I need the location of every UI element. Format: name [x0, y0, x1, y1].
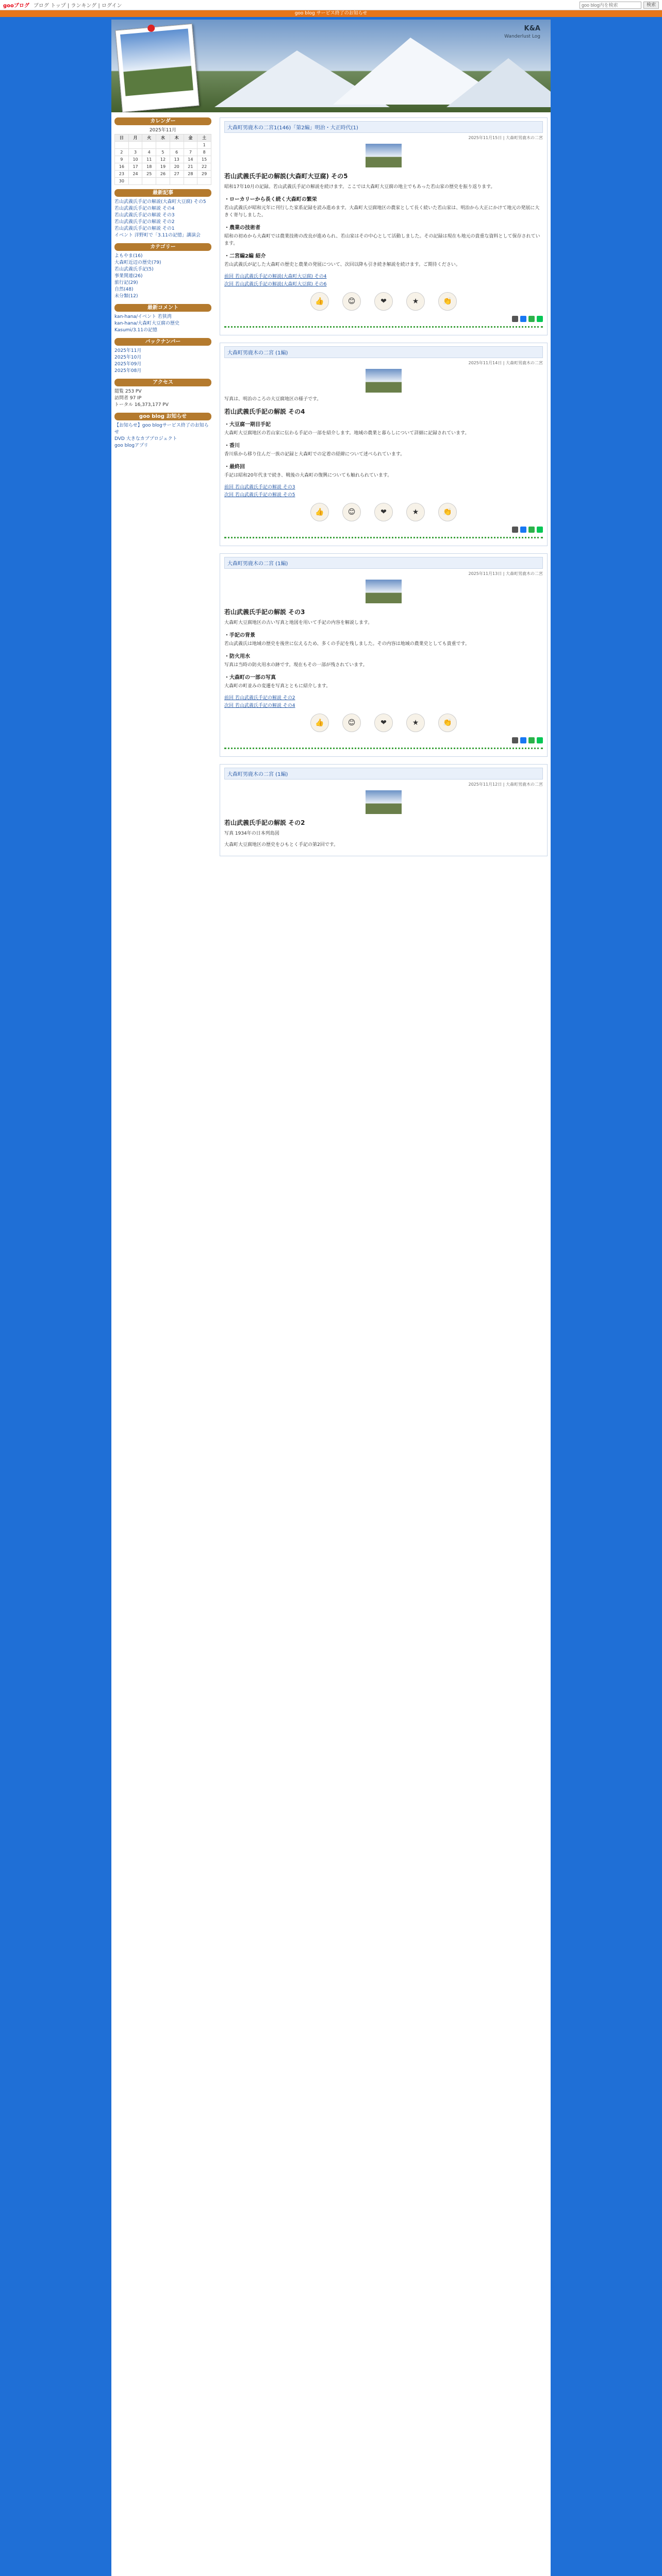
post-paragraph: 若山武義氏が記した大森町の歴史と農業の発展について、次回以降も引き続き解説を続けます。ご期待ください。 [224, 262, 460, 267]
post-thumbnail[interactable] [366, 144, 402, 167]
post-intro: 昭和17年10月の記録。若山武義氏手記の解説を続けます。ここでは大森町大豆腐の地主でもあった若山家の歴史を振り返ります。 [224, 184, 495, 190]
recent-title: 最新記事 [114, 189, 211, 197]
post-meta: 2025年11月14日 | 大森町男鹿木の二宮 [468, 361, 543, 365]
blog-post [220, 343, 548, 546]
calendar-day[interactable]: 19 [156, 163, 170, 171]
calendar-day[interactable]: 5 [156, 149, 170, 156]
reaction-bar [224, 503, 543, 521]
post-paragraph: 写真は当時の防火用水の跡です。現在もその一部が残されています。 [224, 663, 368, 668]
clap-icon[interactable]: 👏 [438, 292, 457, 311]
mountain-shape [446, 58, 551, 107]
comments-title: 最新コメント [114, 304, 211, 312]
calendar-day[interactable]: 30 [115, 178, 129, 185]
next-post-link[interactable]: 次回 若山武義氏手記の解説(大森町大豆腐) その6 [224, 282, 327, 287]
links-title: goo blog お知らせ [114, 413, 211, 420]
post-thumbnail[interactable] [366, 369, 402, 393]
reaction-bar [224, 292, 543, 311]
calendar-day[interactable]: 23 [115, 171, 129, 178]
main-content [220, 117, 548, 863]
header-photo-image [120, 29, 193, 96]
access-title: アクセス [114, 379, 211, 386]
calendar-day[interactable]: 3 [128, 149, 142, 156]
calendar-day [184, 178, 197, 185]
post-paragraph: 香川県から移り住んだ一族の記録と大森町での定着の経緯について述べられています。 [224, 452, 405, 457]
divider [224, 537, 543, 538]
calendar-day[interactable]: 10 [128, 156, 142, 163]
calendar-title: カレンダー [114, 117, 211, 125]
calendar-day[interactable]: 18 [142, 163, 156, 171]
post-paragraph: 大森町大豆腐地区の若山家に伝わる手記の一部を紹介します。地域の農業と暮らしについて詳細に記録されています。 [224, 431, 470, 436]
blog-title[interactable]: K&A [524, 25, 540, 32]
recent-post-link[interactable]: イベント 洋野町で「3.11の記憶」講演会 [114, 233, 201, 238]
star-icon[interactable]: ★ [406, 714, 425, 732]
reaction-bar [224, 714, 543, 732]
calendar-day[interactable]: 6 [170, 149, 184, 156]
post-category[interactable]: 大森町男鹿木の二宮 (1編) [224, 557, 543, 569]
post-category[interactable]: 大森町男鹿木の二宮1(146)「第2編」明治・大正時代(1) [224, 121, 543, 133]
total-value: 16,373,177 PV [134, 402, 169, 408]
category-link[interactable]: 自然(48) [114, 287, 134, 292]
hatena-share-icon[interactable] [528, 527, 535, 533]
clap-icon[interactable]: 👏 [438, 714, 457, 732]
calendar-day [142, 142, 156, 149]
post-paragraph: 昭和の初めから大森町では農業技術の改良が進められ、若山家はその中心として活動しました。その記録は現在も地元の貴重な資料として保存されています。 [224, 234, 540, 246]
smile-icon[interactable]: 😊 [342, 503, 361, 521]
calendar-day[interactable]: 11 [142, 156, 156, 163]
post-title[interactable]: 若山武義氏手記の解説 その2 [224, 819, 305, 826]
calendar-day [115, 142, 129, 149]
smile-icon[interactable]: 😊 [342, 292, 361, 311]
post-subheading: ・大森町の一部の写真 [224, 675, 276, 681]
post-intro: 大森町大豆腐地区の古い写真と地図を用いて手記の内容を解説します。 [224, 620, 373, 625]
recent-post-link[interactable]: 若山武義氏手記の解説 その1 [114, 226, 175, 231]
archive-link[interactable]: 2025年11月 [114, 348, 142, 353]
calendar-day[interactable]: 21 [184, 163, 197, 171]
recent-post-link[interactable]: 若山武義氏手記の解説(大森町大豆腐) その5 [114, 199, 206, 205]
calendar-day[interactable]: 2 [115, 149, 129, 156]
next-post-link[interactable]: 次回 若山武義氏手記の解説 その4 [224, 703, 295, 708]
links-box [114, 413, 211, 449]
smile-icon[interactable]: 😊 [342, 714, 361, 732]
calendar-day [184, 142, 197, 149]
recent-post-link[interactable]: 若山武義氏手記の解説 その2 [114, 219, 175, 225]
share-buttons [224, 737, 543, 743]
post-paragraph: 若山武義氏は地域の歴史を後世に伝えるため、多くの手記を残しました。その内容は地域の農業史としても貴重です。 [224, 641, 470, 647]
calendar-table [114, 134, 211, 185]
post-subheading: ・手記の背景 [224, 633, 255, 638]
heart-icon[interactable]: ❤ [374, 292, 393, 311]
access-row [114, 395, 211, 402]
divider [224, 326, 543, 328]
post-paragraph: 若山武義氏が昭和元年に刊行した家系記録を読み進めます。大森町大豆腐地区の農家として長く続いた若山家は、明治から大正にかけて地元の発展に大きく寄与しました。 [224, 206, 540, 218]
calendar-day [142, 178, 156, 185]
access-box [114, 379, 211, 409]
blog-post [220, 117, 548, 335]
archive-link[interactable]: 2025年10月 [114, 355, 142, 360]
access-row [114, 402, 211, 409]
calendar-day [170, 178, 184, 185]
calendar-box [114, 117, 211, 185]
x-share-icon[interactable] [512, 527, 518, 533]
visitors-value: 97 IP [129, 396, 142, 401]
post-subheading: ・大豆腐一期目手記 [224, 422, 271, 428]
archive-link[interactable]: 2025年08月 [114, 368, 142, 374]
calendar-day[interactable]: 26 [156, 171, 170, 178]
post-title[interactable]: 若山武義氏手記の解説 その3 [224, 608, 305, 616]
share-buttons [224, 316, 543, 322]
calendar-day[interactable]: 14 [184, 156, 197, 163]
calendar-day[interactable]: 15 [197, 156, 211, 163]
post-paragraph: 大森町大豆腐地区の歴史をひもとく手記の第2回です。 [224, 842, 339, 848]
post-title[interactable]: 若山武義氏手記の解説(大森町大豆腐) その5 [224, 173, 348, 180]
search-input[interactable] [580, 2, 641, 9]
blog-post [220, 553, 548, 757]
facebook-share-icon[interactable] [520, 527, 526, 533]
post-paragraph: 大森町の町並みの変遷を写真とともに紹介します。 [224, 684, 331, 689]
pv-label: 閲覧 [114, 389, 124, 394]
hatena-share-icon[interactable] [528, 737, 535, 743]
comment-link[interactable]: Kasumi/3.11の記憶 [114, 328, 157, 333]
comment-link[interactable]: kan-hana/イベント 若狭湾 [114, 314, 172, 319]
goo-logo[interactable]: gooブログ [3, 3, 29, 9]
post-subheading: ・ローカリーから長く続く大森町の繁栄 [224, 197, 317, 202]
total-label: トータル [114, 402, 134, 408]
comments-box [114, 304, 211, 334]
like-icon[interactable]: 👍 [310, 714, 329, 732]
post-thumbnail[interactable] [366, 790, 402, 814]
post-thumbnail[interactable] [366, 580, 402, 603]
pv-value: 253 PV [125, 389, 142, 394]
sidebar [111, 117, 214, 453]
calendar-day[interactable]: 17 [128, 163, 142, 171]
calendar-head: 土 [197, 134, 211, 142]
goo-link[interactable]: DVD 大きなカブプロジェクト [114, 436, 177, 442]
prev-post-link[interactable]: 前回 若山武義氏手記の解説 その2 [224, 696, 295, 701]
heart-icon[interactable]: ❤ [374, 714, 393, 732]
post-subheading: ・防火用水 [224, 654, 250, 659]
post-intro: 写真 1934年の日本列島図 [224, 831, 279, 836]
categories-box [114, 243, 211, 300]
post-subheading: ・二宮編2編 紹介 [224, 253, 266, 259]
like-icon[interactable]: 👍 [310, 503, 329, 521]
calendar-day[interactable]: 27 [170, 171, 184, 178]
category-link[interactable]: 事業関連(26) [114, 274, 143, 279]
heart-icon[interactable]: ❤ [374, 503, 393, 521]
divider [224, 748, 543, 749]
goo-link[interactable]: goo blogアプリ [114, 443, 148, 448]
visitors-label: 訪問者 [114, 396, 129, 401]
page-wrapper [111, 20, 551, 2576]
calendar-day[interactable]: 20 [170, 163, 184, 171]
line-share-icon[interactable] [537, 316, 543, 322]
top-links[interactable]: ブログ トップ | ランキング | ログイン [33, 3, 122, 9]
calendar-day[interactable]: 13 [170, 156, 184, 163]
calendar-day [128, 142, 142, 149]
top-bar [0, 0, 662, 10]
calendar-head: 金 [184, 134, 197, 142]
x-share-icon[interactable] [512, 737, 518, 743]
goo-link[interactable]: 【お知らせ】goo blogサービス終了のお知らせ [114, 423, 209, 435]
calendar-day [197, 178, 211, 185]
line-share-icon[interactable] [537, 527, 543, 533]
blog-subtitle: Wanderlust Log [504, 34, 540, 39]
prev-post-link[interactable]: 前回 若山武義氏手記の解説(大森町大豆腐) その4 [224, 274, 327, 279]
category-link[interactable]: 未分類(12) [114, 294, 138, 299]
category-link[interactable]: よもやま(16) [114, 253, 143, 259]
search-button[interactable]: 検索 [643, 2, 659, 9]
calendar-head: 水 [156, 134, 170, 142]
calendar-day[interactable]: 16 [115, 163, 129, 171]
calendar-day [156, 178, 170, 185]
categories-title: カテゴリー [114, 243, 211, 251]
search-area [580, 2, 659, 9]
post-paragraph: 手記は昭和20年代まで続き、戦後の大森町の復興についても触れられています。 [224, 473, 392, 478]
calendar-head: 木 [170, 134, 184, 142]
post-category[interactable]: 大森町男鹿木の二宮 (1編) [224, 768, 543, 779]
recent-post-link[interactable]: 若山武義氏手記の解説 その3 [114, 213, 175, 218]
star-icon[interactable]: ★ [406, 503, 425, 521]
calendar-head: 日 [115, 134, 129, 142]
comment-link[interactable]: kan-hana/大森町大豆腐の歴史 [114, 321, 179, 326]
post-meta: 2025年11月15日 | 大森町男鹿木の二宮 [468, 135, 543, 140]
post-subheading: ・最終回 [224, 464, 245, 470]
access-row [114, 388, 211, 395]
calendar-day[interactable]: 24 [128, 171, 142, 178]
line-share-icon[interactable] [537, 737, 543, 743]
calendar-day[interactable]: 4 [142, 149, 156, 156]
post-intro: 写真は、明治のころの大豆腐地区の様子です。 [224, 397, 322, 402]
calendar-day[interactable]: 22 [197, 163, 211, 171]
recent-posts-box [114, 189, 211, 239]
header-photo [115, 24, 199, 112]
facebook-share-icon[interactable] [520, 737, 526, 743]
pin-icon [147, 24, 155, 32]
calendar-day[interactable]: 28 [184, 171, 197, 178]
post-subheading: ・農業の技術者 [224, 225, 260, 231]
category-link[interactable]: 大森町近辺の歴史(79) [114, 260, 161, 265]
facebook-share-icon[interactable] [520, 316, 526, 322]
calendar-day[interactable]: 9 [115, 156, 129, 163]
recent-post-link[interactable]: 若山武義氏手記の解説 その4 [114, 206, 175, 211]
clap-icon[interactable]: 👏 [438, 503, 457, 521]
post-subheading: ・香川 [224, 443, 240, 449]
archive-box [114, 338, 211, 375]
calendar-day[interactable]: 1 [197, 142, 211, 149]
calendar-head: 月 [128, 134, 142, 142]
calendar-day[interactable]: 8 [197, 149, 211, 156]
archive-title: バックナンバー [114, 338, 211, 346]
x-share-icon[interactable] [512, 316, 518, 322]
calendar-day [170, 142, 184, 149]
calendar-day[interactable]: 12 [156, 156, 170, 163]
post-meta: 2025年11月13日 | 大森町男鹿木の二宮 [468, 571, 543, 576]
calendar-day [156, 142, 170, 149]
service-notice[interactable]: goo blog サービス終了のお知らせ [0, 10, 662, 17]
share-buttons [224, 527, 543, 533]
post-meta: 2025年11月12日 | 大森町男鹿木の二宮 [468, 782, 543, 787]
prev-post-link[interactable]: 前回 若山武義氏手記の解説 その3 [224, 485, 295, 490]
next-post-link[interactable]: 次回 若山武義氏手記の解説 その5 [224, 493, 295, 498]
like-icon[interactable]: 👍 [310, 292, 329, 311]
calendar-day[interactable]: 7 [184, 149, 197, 156]
calendar-head: 火 [142, 134, 156, 142]
star-icon[interactable]: ★ [406, 292, 425, 311]
archive-link[interactable]: 2025年09月 [114, 362, 142, 367]
category-link[interactable]: 若山武義氏手記(5) [114, 267, 154, 272]
blog-post [220, 764, 548, 856]
post-title[interactable]: 若山武義氏手記の解説 その4 [224, 408, 305, 415]
post-category[interactable]: 大森町男鹿木の二宮 (1編) [224, 346, 543, 358]
calendar-day[interactable]: 25 [142, 171, 156, 178]
calendar-day[interactable]: 29 [197, 171, 211, 178]
calendar-month: 2025年11月 [149, 128, 177, 133]
category-link[interactable]: 旅行記(29) [114, 280, 138, 285]
hatena-share-icon[interactable] [528, 316, 535, 322]
blog-header [111, 20, 551, 112]
calendar-day [128, 178, 142, 185]
